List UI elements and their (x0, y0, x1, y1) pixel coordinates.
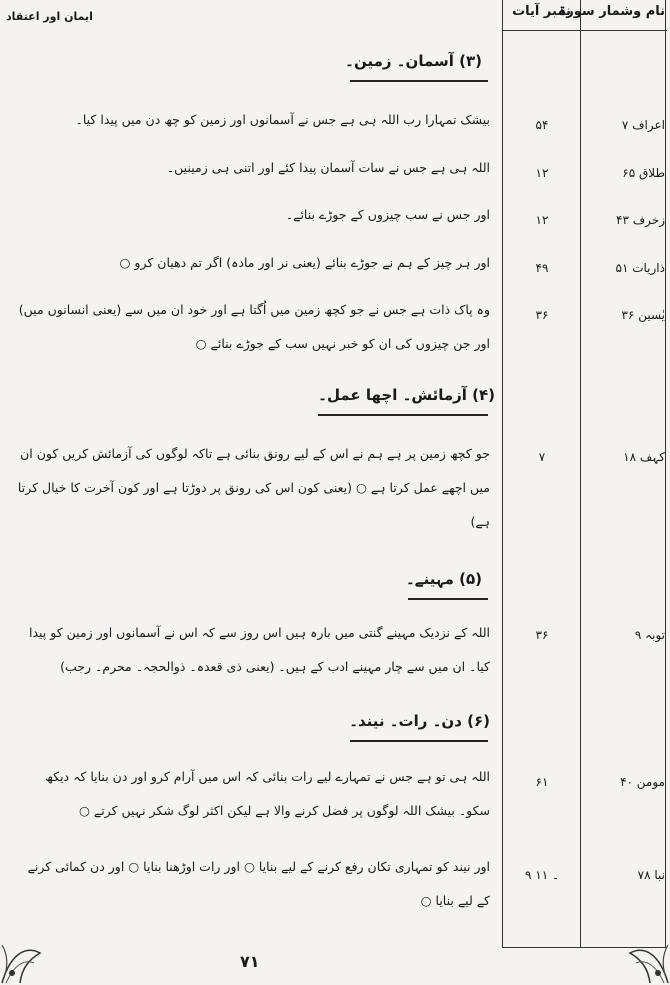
verse-text: بیشک تمہارا رب اللہ ہی ہے جس نے آسمانوں اور زمین کو چھ دن میں پیدا کیا۔ (75, 112, 490, 127)
running-header: ایمان اور اعتقاد (6, 10, 93, 23)
section-heading-5: (۵) مہینے۔ (406, 570, 482, 588)
ayah-number: ۳۶ (535, 628, 549, 642)
verse-text: اور ہر چیز کے ہم نے جوڑے بنائے (یعنی نر اور مادہ) اگر تم دھیان کرو ○ (119, 255, 490, 270)
ayah-number: ۳۶ (535, 308, 549, 322)
surah-ref: توبہ ۹ (634, 628, 665, 642)
verse-text: اللہ ہی ہے جس نے سات آسمان پیدا کئے اور اتنی ہی زمینیں۔ (166, 160, 490, 175)
verse-text: جو کچھ زمین پر ہے ہم نے اس کے لیے رونق بنائی ہے تاکہ لوگوں کی آزمائش کریں کون ان میں اچھے عمل کرتا ہے ○ (یعنی کون اس کی رونق پر دوڑتا ہے اور کون آخرت کا خیال کرتا ہے) (17, 446, 490, 529)
section-heading-4: (۴) آزمائش۔ اچھا عمل۔ (318, 386, 495, 404)
surah-ref: طلاق ۶۵ (622, 166, 665, 180)
rule-surah-column (580, 0, 581, 948)
surah-ref: ذاریات ۵۱ (615, 261, 665, 275)
ayah-number: ۶۱ (535, 775, 549, 789)
ayah-number: ۵۴ (535, 118, 549, 132)
ayah-number: ۱۲ (535, 213, 549, 227)
verse-text: اللہ ہی تو ہے جس نے تمہارے لیے رات بنائی کہ اس میں آرام کرو اور دن بنایا کہ دیکھ سکو۔ بیشک اللہ لوگوں پر فضل کرنے والا ہے لیکن اکثر لوگ شکر نہیں کرتے ○ (45, 769, 490, 818)
surah-column-header: نام وشمار سورۃ (558, 4, 665, 19)
section-heading-3: (۳) آسمان۔ زمین۔ (345, 52, 482, 70)
section-heading-6-underline (350, 740, 488, 742)
corner-ornament-left-icon (0, 915, 60, 985)
section-heading-3-underline (350, 80, 488, 82)
page-number: ۷۱ (240, 952, 260, 971)
ayah-number: ۹ ۔ ۱۱ (524, 868, 559, 882)
surah-ref: یٰسین ۳۶ (621, 308, 665, 322)
section-heading-5-underline (408, 598, 488, 600)
surah-ref: مومن ۴۰ (620, 775, 665, 789)
verse-text: وہ پاک ذات ہے جس نے جو کچھ زمین میں اُگتا ہے اور خود ان میں سے (یعنی انسانوں میں) اور جن چیزوں کی ان کو خبر نہیں سب کے جوڑے بنائے ○ (18, 302, 490, 351)
ayah-column-header: نمبر آیات (512, 4, 571, 19)
ayah-number: ۴۹ (535, 261, 549, 275)
corner-ornament-right-icon (610, 915, 670, 985)
section-heading-4-underline (318, 414, 488, 416)
rule-right-border (665, 0, 666, 948)
section-heading-6: (۶) دن۔ رات۔ نیند۔ (349, 712, 490, 730)
verse-text: اور نیند کو تمہاری تکان رفع کرنے کے لیے بنایا ○ اور رات اوڑھنا بنایا ○ اور دن کمائی کرنے کے لیے بنایا ○ (27, 859, 490, 908)
rule-ayah-column (502, 0, 503, 948)
verse-text: اور جس نے سب چیزوں کے جوڑے بنائے۔ (285, 207, 490, 222)
rule-header-bottom (502, 30, 667, 31)
surah-ref: اعراف ۷ (621, 118, 665, 132)
surah-ref: کہف ۱۸ (623, 450, 665, 464)
ayah-number: ۱۲ (535, 166, 549, 180)
surah-ref: زخرف ۴۳ (616, 213, 665, 227)
verse-text: اللہ کے نزدیک مہینے گنتی میں بارہ ہیں اس روز سے کہ اس نے آسمانوں اور زمین کو پیدا کیا۔ ان میں سے چار مہینے ادب کے ہیں۔ (یعنی ذی قعدہ۔ ذوالحجہ۔ محرم۔ رجب) (29, 625, 490, 674)
surah-ref: نبا ۷۸ (637, 868, 665, 882)
ayah-number: ۷ (538, 450, 546, 464)
